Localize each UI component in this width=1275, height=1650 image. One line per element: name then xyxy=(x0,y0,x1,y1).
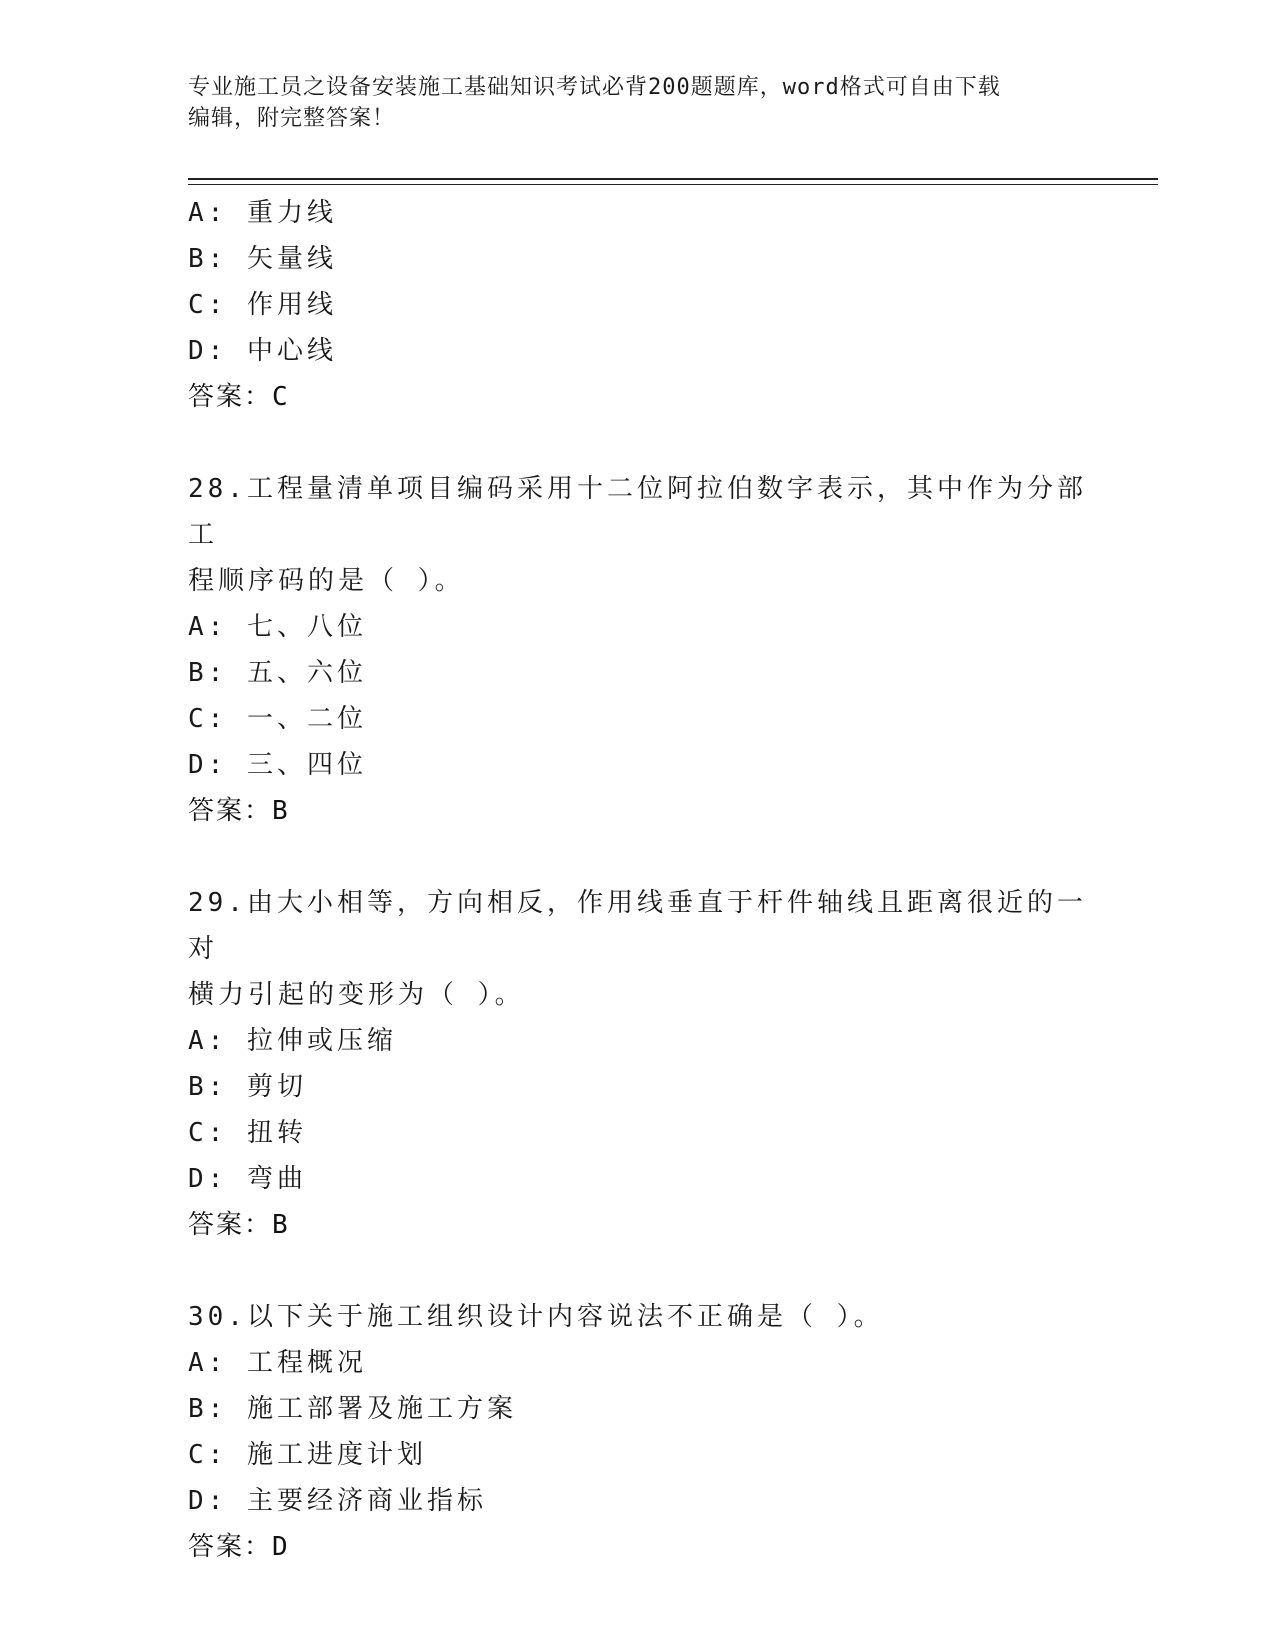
question-text-line-1: 30.以下关于施工组织设计内容说法不正确是（ ）。 xyxy=(188,1302,884,1332)
option-b: B: 剪切 xyxy=(188,1072,307,1102)
spacer xyxy=(188,834,1088,880)
header-title-line-1: 专业施工员之设备安装施工基础知识考试必背200题题库，word格式可自由下载 xyxy=(188,75,1001,100)
answer-label: 答案：C xyxy=(188,382,290,412)
option-c: C: 扭转 xyxy=(188,1118,307,1148)
spacer xyxy=(188,420,1088,466)
document-body xyxy=(188,190,1088,1570)
question-29 xyxy=(188,880,1088,1248)
option-d: D: 弯曲 xyxy=(188,1164,307,1194)
document-header xyxy=(188,72,1088,134)
question-text xyxy=(188,466,1088,604)
option-b: B: 五、六位 xyxy=(188,658,367,688)
question-27 xyxy=(188,190,1088,420)
answer-label: 答案：B xyxy=(188,796,290,826)
question-28 xyxy=(188,466,1088,834)
option-b: B: 矢量线 xyxy=(188,244,337,274)
option-a: A: 重力线 xyxy=(188,198,337,228)
option-c: C: 一、二位 xyxy=(188,704,367,734)
option-d: D: 主要经济商业指标 xyxy=(188,1486,487,1516)
question-text-line-2: 程顺序码的是（ ）。 xyxy=(188,566,465,596)
question-text xyxy=(188,880,1088,1018)
option-a: A: 工程概况 xyxy=(188,1348,367,1378)
option-c: C: 作用线 xyxy=(188,290,337,320)
option-d: D: 中心线 xyxy=(188,336,337,366)
question-text-line-1: 28.工程量清单项目编码采用十二位阿拉伯数字表示，其中作为分部工 xyxy=(188,474,1087,550)
option-b: B: 施工部署及施工方案 xyxy=(188,1394,517,1424)
option-d: D: 三、四位 xyxy=(188,750,367,780)
option-a: A: 七、八位 xyxy=(188,612,367,642)
header-divider-thick xyxy=(188,178,1158,180)
spacer xyxy=(188,1248,1088,1294)
header-title-line-2: 编辑，附完整答案！ xyxy=(188,106,396,131)
option-c: C: 施工进度计划 xyxy=(188,1440,427,1470)
question-30 xyxy=(188,1294,1088,1570)
option-a: A: 拉伸或压缩 xyxy=(188,1026,397,1056)
header-divider-thin xyxy=(188,184,1158,185)
question-text-line-2: 横力引起的变形为（ ）。 xyxy=(188,980,525,1010)
answer-label: 答案：D xyxy=(188,1532,290,1562)
answer-label: 答案：B xyxy=(188,1210,290,1240)
question-text xyxy=(188,1294,1088,1340)
question-text-line-1: 29.由大小相等，方向相反，作用线垂直于杆件轴线且距离很近的一对 xyxy=(188,888,1087,964)
